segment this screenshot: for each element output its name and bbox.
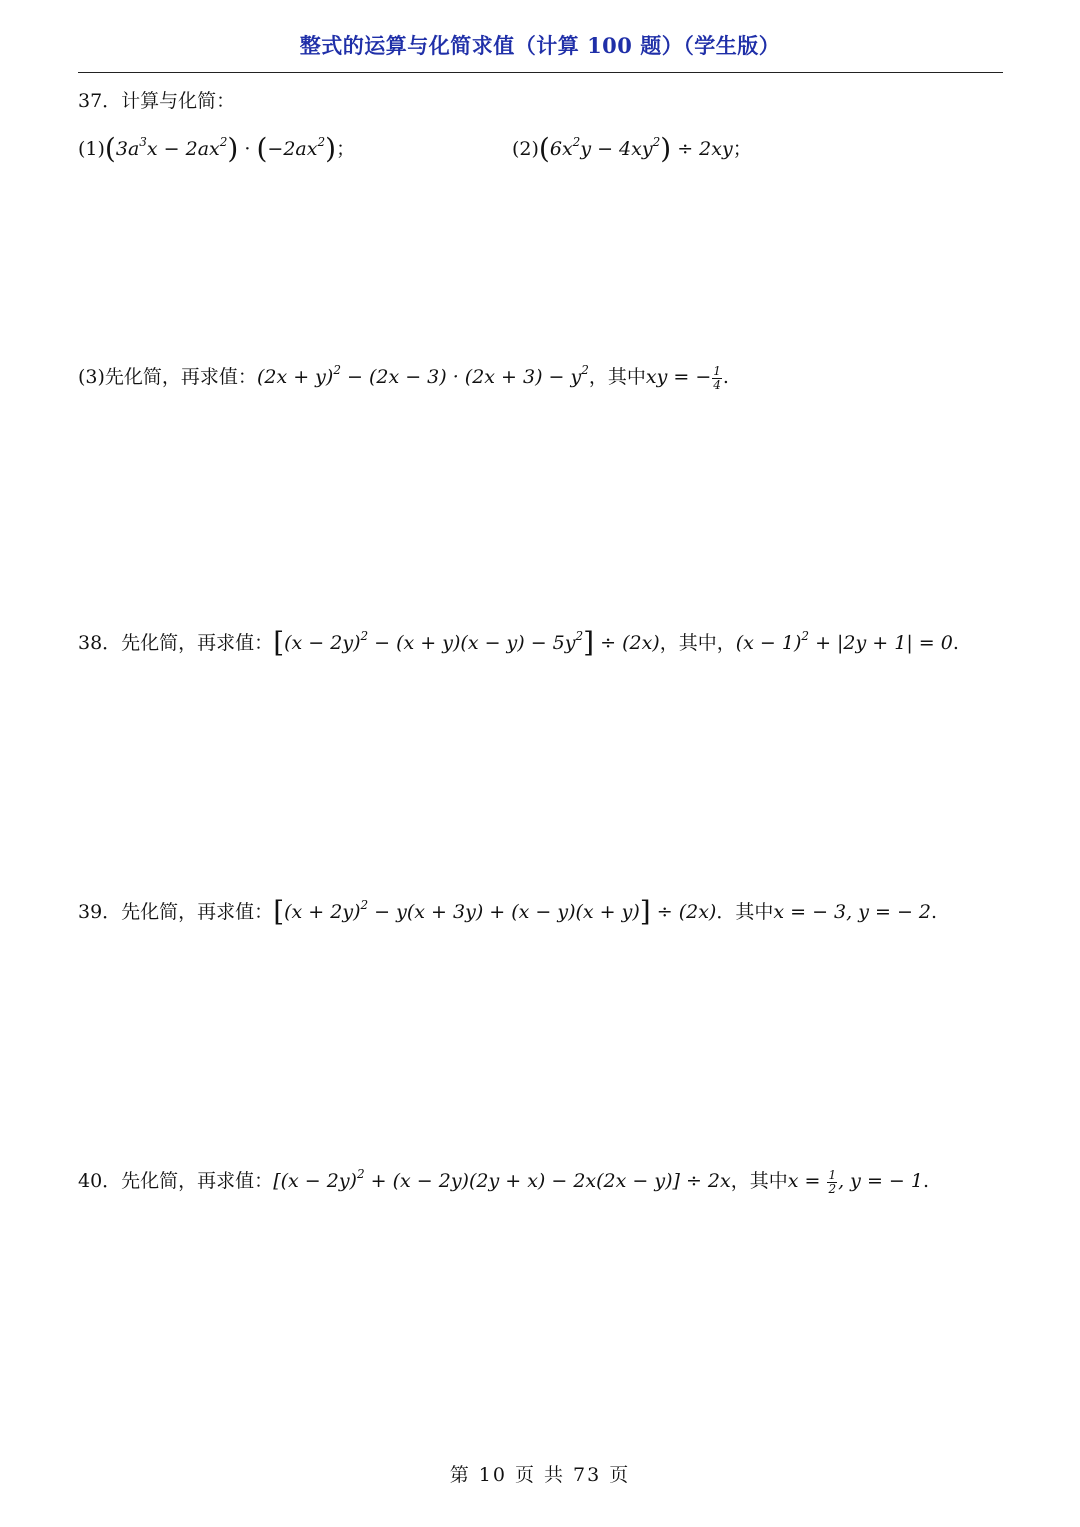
bracket-open: [ — [273, 895, 285, 928]
expr: y − 4xy — [580, 138, 653, 160]
instruction-text: 先化简，再求值： — [104, 366, 257, 388]
exponent: 2 — [575, 628, 584, 643]
exponent: 2 — [581, 362, 589, 377]
question-40 — [78, 1166, 929, 1196]
paren-open: ( — [104, 132, 116, 165]
exponent: 2 — [333, 362, 341, 377]
bracket-open: [ — [273, 626, 285, 659]
bracket-close: ] — [583, 626, 595, 659]
paren-close: ) — [227, 132, 239, 165]
exponent: 2 — [801, 628, 810, 643]
expr: xy = − — [645, 366, 712, 388]
page-title: 整式的运算与化简求值（计算 100 题）（学生版） — [299, 33, 781, 58]
condition-text: ．其中 — [716, 901, 774, 923]
exponent: 2 — [356, 1166, 365, 1181]
punctuation: ； — [336, 138, 356, 160]
expr: x = − 3, y = − 2 — [773, 901, 931, 923]
exponent: 2 — [360, 897, 369, 912]
fraction — [712, 365, 722, 392]
expr: ÷ 2xy — [671, 138, 733, 160]
expr: − (x + y)(x − y) − 5y — [368, 632, 576, 654]
part-number: (1) — [78, 138, 105, 160]
punctuation: . — [922, 1170, 930, 1192]
question-38-label: 38．先化简，再求值： — [78, 632, 274, 654]
expr: x = — [787, 1170, 827, 1192]
expr: − y(x + 3y) + (x − y)(x + y) — [368, 901, 640, 923]
expr: , y = − 1 — [838, 1170, 923, 1192]
question-39 — [78, 897, 937, 927]
operator: · — [238, 138, 257, 160]
expr: x − 2ax — [146, 138, 220, 160]
question-40-label: 40．先化简，再求值： — [78, 1170, 274, 1192]
expr: (x − 1) — [735, 632, 802, 654]
part-number: (2) — [512, 138, 539, 160]
fraction-numerator: 1 — [828, 1167, 837, 1182]
exponent: 3 — [139, 134, 147, 149]
paren-open: ( — [538, 132, 550, 165]
exponent: 2 — [652, 134, 661, 149]
expr: (x + 2y) — [284, 901, 361, 923]
expr: + |2y + 1| = 0 — [809, 632, 953, 654]
condition-text: ，其中 — [730, 1170, 788, 1192]
punctuation: ； — [732, 138, 752, 160]
punctuation: . — [722, 366, 729, 388]
exponent: 2 — [317, 134, 326, 149]
expr: (x − 2y) — [284, 632, 361, 654]
fraction — [827, 1169, 837, 1196]
part-number: (3) — [78, 366, 105, 388]
paren-open: ( — [256, 132, 268, 165]
exponent: 2 — [360, 628, 369, 643]
punctuation: . — [931, 901, 938, 923]
question-37-part-1 — [78, 134, 355, 164]
question-37-part-3 — [78, 362, 729, 392]
expr: − (2x − 3) · (2x + 3) − y — [340, 366, 582, 388]
expr: −2ax — [267, 138, 318, 160]
condition-text: ，其中， — [659, 632, 736, 654]
expr: 3a — [115, 138, 140, 160]
paren-close: ) — [660, 132, 672, 165]
punctuation: . — [952, 632, 959, 654]
question-38 — [78, 628, 959, 658]
bracket-close: ] — [639, 895, 651, 928]
question-37-part-2 — [512, 134, 752, 164]
expr: (2x + y) — [256, 366, 334, 388]
paren-close: ) — [325, 132, 337, 165]
question-39-label: 39．先化简，再求值： — [78, 901, 274, 923]
expr: ÷ (2x) — [594, 632, 660, 654]
exponent: 2 — [219, 134, 228, 149]
exponent: 2 — [572, 134, 581, 149]
expr: [(x − 2y) — [273, 1170, 357, 1192]
fraction-numerator: 1 — [713, 363, 721, 378]
expr: 6x — [549, 138, 573, 160]
question-37-label: 37．计算与化简： — [78, 90, 236, 112]
page-footer: 第 10 页 共 73 页 — [449, 1464, 631, 1486]
condition-text: ，其中 — [588, 366, 646, 388]
header-divider — [78, 72, 1003, 73]
expr: + (x − 2y)(2y + x) − 2x(2x − y)] ÷ 2x — [364, 1170, 731, 1192]
fraction-denominator: 4 — [713, 377, 721, 392]
fraction-denominator: 2 — [828, 1181, 837, 1196]
expr: ÷ (2x) — [650, 901, 717, 923]
